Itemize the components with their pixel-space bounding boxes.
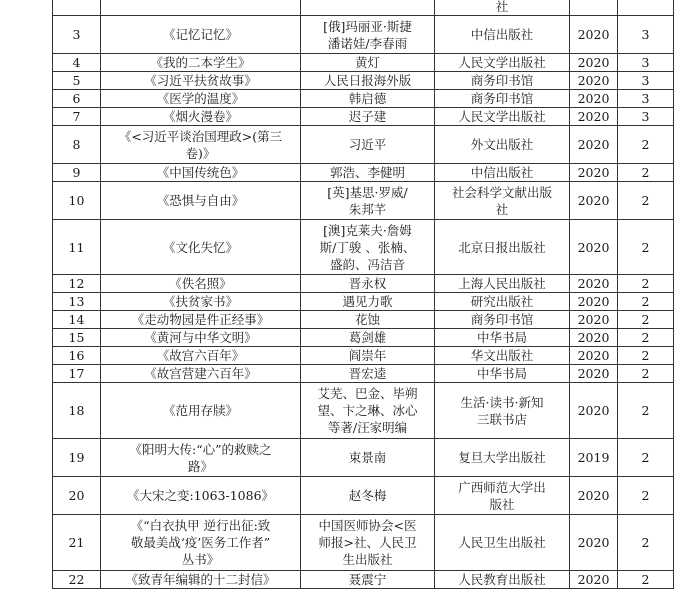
cell-title: 《故宫营建六百年》 xyxy=(101,365,301,383)
cell-publisher: 中华书局 xyxy=(435,365,570,383)
table-row xyxy=(53,72,674,90)
cell-number: 5 xyxy=(53,72,101,90)
cell-publisher: 外文出版社 xyxy=(435,126,570,164)
cell-publisher: 人民卫生出版社 xyxy=(435,515,570,571)
cell-author: 人民日报海外版 xyxy=(301,72,435,90)
cell-count: 2 xyxy=(618,477,674,515)
cell-count: 2 xyxy=(618,293,674,311)
cell-year: 2020 xyxy=(570,311,618,329)
cell-count: 2 xyxy=(618,365,674,383)
cell-count: 2 xyxy=(618,220,674,275)
table-row xyxy=(53,90,674,108)
cell-number: 21 xyxy=(53,515,101,571)
cell-title: 《烟火漫卷》 xyxy=(101,108,301,126)
table-row xyxy=(53,126,674,164)
cell-year: 2020 xyxy=(570,477,618,515)
table-row xyxy=(53,293,674,311)
table-row xyxy=(53,220,674,275)
cell-author xyxy=(301,0,435,16)
cell-title: 《致青年编辑的十二封信》 xyxy=(101,571,301,589)
cell-count: 3 xyxy=(618,108,674,126)
cell-count: 2 xyxy=(618,439,674,477)
cell-author: [澳]克莱夫·詹姆 斯/丁骏 、张楠、 盛韵、冯洁音 xyxy=(301,220,435,275)
cell-year: 2019 xyxy=(570,439,618,477)
cell-author: 郭浩、李健明 xyxy=(301,164,435,182)
table-row xyxy=(53,164,674,182)
cell-publisher: 社会科学文献出版 社 xyxy=(435,182,570,220)
cell-publisher: 复旦大学出版社 xyxy=(435,439,570,477)
cell-year: 2020 xyxy=(570,383,618,439)
table-row xyxy=(53,515,674,571)
cell-publisher: 商务印书馆 xyxy=(435,90,570,108)
cell-count: 2 xyxy=(618,515,674,571)
cell-title: 《我的二本学生》 xyxy=(101,54,301,72)
cell-title: 《医学的温度》 xyxy=(101,90,301,108)
cell-number: 22 xyxy=(53,571,101,589)
cell-year: 2020 xyxy=(570,515,618,571)
table-row xyxy=(53,311,674,329)
cell-title: 《<习近平谈治国理政>(第三 卷)》 xyxy=(101,126,301,164)
cell-author: 迟子建 xyxy=(301,108,435,126)
cell-number: 7 xyxy=(53,108,101,126)
table-row xyxy=(53,439,674,477)
cell-year: 2020 xyxy=(570,329,618,347)
cell-publisher: 上海人民出版社 xyxy=(435,275,570,293)
cell-count: 2 xyxy=(618,311,674,329)
table-row xyxy=(53,182,674,220)
cell-number: 6 xyxy=(53,90,101,108)
table-body xyxy=(53,0,674,589)
cell-title: 《故宫六百年》 xyxy=(101,347,301,365)
cell-number: 17 xyxy=(53,365,101,383)
cell-author: [俄]玛丽亚·斯捷 潘诺娃/李春雨 xyxy=(301,16,435,54)
table-row xyxy=(53,54,674,72)
table-row xyxy=(53,108,674,126)
table-row xyxy=(53,347,674,365)
cell-publisher: 商务印书馆 xyxy=(435,72,570,90)
cell-count: 2 xyxy=(618,275,674,293)
cell-year: 2020 xyxy=(570,90,618,108)
cell-author: 中国医师协会<医 师报>社、人民卫 生出版社 xyxy=(301,515,435,571)
cell-number: 8 xyxy=(53,126,101,164)
cell-number: 20 xyxy=(53,477,101,515)
cell-author: 晋永权 xyxy=(301,275,435,293)
table-row xyxy=(53,329,674,347)
cell-number: 11 xyxy=(53,220,101,275)
cell-year: 2020 xyxy=(570,16,618,54)
cell-year: 2020 xyxy=(570,54,618,72)
cell-year: 2020 xyxy=(570,126,618,164)
cell-number: 16 xyxy=(53,347,101,365)
cell-year: 2020 xyxy=(570,182,618,220)
cell-number: 14 xyxy=(53,311,101,329)
cell-publisher: 中信出版社 xyxy=(435,16,570,54)
cell-author: 聂震宁 xyxy=(301,571,435,589)
cell-title: 《记忆记忆》 xyxy=(101,16,301,54)
cell-count: 3 xyxy=(618,16,674,54)
cell-year: 2020 xyxy=(570,347,618,365)
cell-number: 9 xyxy=(53,164,101,182)
cell-number: 15 xyxy=(53,329,101,347)
cell-author: 艾芜、巴金、毕朔 望、卞之琳、冰心 等著/汪家明编 xyxy=(301,383,435,439)
cell-number: 4 xyxy=(53,54,101,72)
cell-author: 赵冬梅 xyxy=(301,477,435,515)
cell-count: 3 xyxy=(618,72,674,90)
cell-count: 2 xyxy=(618,347,674,365)
cell-year xyxy=(570,0,618,16)
cell-year: 2020 xyxy=(570,72,618,90)
cell-count: 2 xyxy=(618,383,674,439)
cell-publisher: 中华书局 xyxy=(435,329,570,347)
cell-year: 2020 xyxy=(570,220,618,275)
cell-title: 《习近平扶贫故事》 xyxy=(101,72,301,90)
cell-number: 10 xyxy=(53,182,101,220)
cell-author: 韩启德 xyxy=(301,90,435,108)
cell-title: 《阳明大传:“心”的救赎之 路》 xyxy=(101,439,301,477)
cell-author: 习近平 xyxy=(301,126,435,164)
cell-title: 《“白衣执甲 逆行出征:致 敬最美战‘疫’医务工作者” 丛书》 xyxy=(101,515,301,571)
table-row xyxy=(53,365,674,383)
cell-author: 晋宏逵 xyxy=(301,365,435,383)
table-row xyxy=(53,275,674,293)
cell-count: 3 xyxy=(618,54,674,72)
cell-count: 2 xyxy=(618,329,674,347)
cell-count: 2 xyxy=(618,164,674,182)
cell-number: 18 xyxy=(53,383,101,439)
cell-title: 《大宋之变:1063-1086》 xyxy=(101,477,301,515)
cell-publisher: 广西师范大学出 版社 xyxy=(435,477,570,515)
cell-title: 《走动物园是件正经事》 xyxy=(101,311,301,329)
cell-number: 12 xyxy=(53,275,101,293)
cell-year: 2020 xyxy=(570,365,618,383)
cell-year: 2020 xyxy=(570,164,618,182)
cell-author: 葛剑雄 xyxy=(301,329,435,347)
cell-publisher: 研究出版社 xyxy=(435,293,570,311)
cell-number: 3 xyxy=(53,16,101,54)
cell-count xyxy=(618,0,674,16)
cell-author: 黄灯 xyxy=(301,54,435,72)
cell-title: 《文化失忆》 xyxy=(101,220,301,275)
book-ranking-table xyxy=(52,0,674,589)
cell-author: 遇见力歌 xyxy=(301,293,435,311)
cell-title: 《中国传统色》 xyxy=(101,164,301,182)
cell-title: 《范用存牍》 xyxy=(101,383,301,439)
cell-title xyxy=(101,0,301,16)
cell-year: 2020 xyxy=(570,293,618,311)
cell-publisher: 社 xyxy=(435,0,570,16)
cell-count: 2 xyxy=(618,182,674,220)
cell-publisher: 商务印书馆 xyxy=(435,311,570,329)
cell-publisher: 人民教育出版社 xyxy=(435,571,570,589)
cell-publisher: 华文出版社 xyxy=(435,347,570,365)
cell-publisher: 生活·读书·新知 三联书店 xyxy=(435,383,570,439)
cell-author: 阎崇年 xyxy=(301,347,435,365)
cell-author: 花蚀 xyxy=(301,311,435,329)
cell-publisher: 北京日报出版社 xyxy=(435,220,570,275)
cell-year: 2020 xyxy=(570,108,618,126)
cell-title: 《黄河与中华文明》 xyxy=(101,329,301,347)
cell-publisher: 人民文学出版社 xyxy=(435,108,570,126)
cell-title: 《佚名照》 xyxy=(101,275,301,293)
cell-publisher: 中信出版社 xyxy=(435,164,570,182)
cell-title: 《扶贫家书》 xyxy=(101,293,301,311)
cell-number: 13 xyxy=(53,293,101,311)
table-row xyxy=(53,477,674,515)
cell-count: 2 xyxy=(618,571,674,589)
cell-number xyxy=(53,0,101,16)
cell-year: 2020 xyxy=(570,275,618,293)
table-row xyxy=(53,16,674,54)
cell-count: 2 xyxy=(618,126,674,164)
cell-number: 19 xyxy=(53,439,101,477)
cell-year: 2020 xyxy=(570,571,618,589)
cell-title: 《恐惧与自由》 xyxy=(101,182,301,220)
table-row xyxy=(53,383,674,439)
cell-publisher: 人民文学出版社 xyxy=(435,54,570,72)
cell-count: 3 xyxy=(618,90,674,108)
cell-author: 束景南 xyxy=(301,439,435,477)
table-row xyxy=(53,571,674,589)
table-row xyxy=(53,0,674,16)
cell-author: [英]基思·罗威/ 朱邦芊 xyxy=(301,182,435,220)
